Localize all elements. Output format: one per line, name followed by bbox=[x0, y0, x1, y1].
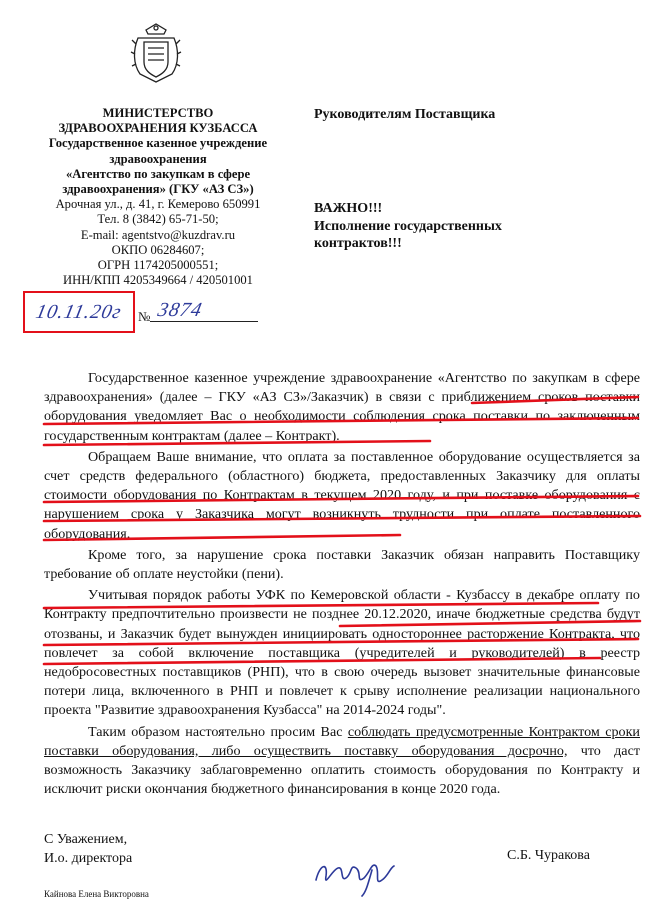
recipient: Руководителям Поставщика bbox=[314, 107, 496, 122]
p5-text-c: что даст возможность Заказчику заблаговременно оплатить стоимость оборудования по Контракту и исключит риски окончания бюджетного финансирования в конце 2020 года. bbox=[44, 742, 640, 798]
p4-text-e: что повлечет за собой включение поставщика (учредителей и руководителей) в реестр недобросовестных поставщиков (РНП), bbox=[44, 625, 641, 681]
agency-name: Государственное казенное учреждение bbox=[48, 136, 268, 151]
signature-icon bbox=[310, 850, 400, 898]
closing-block bbox=[44, 830, 132, 868]
agency-name-3: «Агентство по закупкам в сфере bbox=[65, 166, 251, 181]
phone: Тел. 8 (3842) 65-71-50; bbox=[97, 212, 219, 227]
p5-text-a: Таким образом настоятельно просим Вас bbox=[88, 723, 343, 740]
ministry-name: МИНИСТЕРСТВО bbox=[102, 106, 214, 120]
p5-text-b: соблюдать предусмотренные Контрактом сроки поставки оборудования, либо осуществить поставку оборудования досрочно, bbox=[44, 723, 640, 759]
important-notice bbox=[314, 200, 502, 253]
important-line-1: Исполнение государственных bbox=[314, 218, 502, 234]
p4-text-f: что в свою очередь вызовет значительные финансовые потери лица, включенного в РНП и повлечет к срыву исполнение реализации национального проекта "Развитие здравоохранения Кузбасса" на 2014-2024 годы". bbox=[44, 664, 641, 719]
agency-name-4: здравоохранения» (ГКУ «АЗ СЗ») bbox=[62, 182, 254, 197]
inn-kpp: ИНН/КПП 4205349664 / 420501001 bbox=[63, 273, 253, 288]
okpo: ОКПО 06284607; bbox=[111, 242, 205, 257]
number-label: № bbox=[138, 309, 151, 324]
p4-text-a: Учитывая порядок работы УФК по Кемеровской области - Кузбассу в декабре bbox=[88, 587, 575, 604]
important-title: ВАЖНО!!! bbox=[314, 201, 383, 216]
paragraph-2 bbox=[44, 448, 640, 544]
p4-text-b: оплату по Контракту предпочтительно произвести не позднее 20.12.2020, bbox=[44, 587, 640, 623]
p1-text-c: (далее – Контракт). bbox=[223, 427, 340, 444]
p3-text: Кроме того, за нарушение срока поставки Заказчик обязан направить Поставщику требование об оплате неустойки (пени). bbox=[44, 546, 640, 583]
sender-block bbox=[28, 106, 288, 288]
agency-name-2: здравоохранения bbox=[109, 151, 207, 166]
letter-body bbox=[44, 369, 640, 801]
p1-text-b: в связи с приближением сроков поставки оборудования уведомляет Вас о необходимости соблюдения срока поставки по заключенным государственным контрактам bbox=[44, 389, 640, 444]
p4-text-c: иначе бюджетные средства будут отозваны, и bbox=[44, 606, 640, 642]
closing-regards: С Уважением, bbox=[44, 832, 128, 847]
paragraph-5 bbox=[44, 723, 640, 800]
paragraph-1 bbox=[44, 369, 640, 446]
email: E-mail: agentstvo@kuzdrav.ru bbox=[80, 227, 236, 242]
important-line-2: контрактов!!! bbox=[314, 236, 402, 251]
closing-position: И.о. директора bbox=[44, 851, 133, 866]
coat-of-arms-icon bbox=[130, 22, 182, 84]
address: Арочная ул., д. 41, г. Кемерово 650991 bbox=[55, 197, 261, 212]
paragraph-4 bbox=[44, 586, 640, 720]
paragraph-3 bbox=[44, 546, 640, 584]
p2-text-a: Обращаем Ваше внимание, что оплата за поставленное оборудование осуществляется за счет средств федерального (областного) бюджета, предоставленных bbox=[44, 448, 640, 485]
ogrn: ОГРН 1174205000551; bbox=[97, 258, 219, 273]
handwritten-number: 3874 bbox=[155, 299, 205, 321]
p2-text-b: Заказчику для оплаты стоимости оборудования по Контрактам в текущем 2020 году, и при поставке оборудования с нарушением срока у Заказчика могут возникнуть трудности при оплате поставленного оборудования. bbox=[44, 468, 640, 542]
signer-name: С.Б. Чуракова bbox=[507, 848, 590, 863]
handwritten-date: 10.11.20г bbox=[33, 301, 124, 323]
p1-text-a: Государственное казенное учреждение здравоохранение «Агентство по закупкам в сфере здравоохранения» (далее – ГКУ «АЗ СЗ»/Заказчик) bbox=[44, 370, 640, 406]
executor-name: Кайнова Елена Викторовна bbox=[44, 889, 149, 899]
p4-text-d: Заказчик будет вынужден инициировать одностороннее расторжение Контракта, bbox=[120, 625, 615, 642]
ministry-name-2: ЗДРАВООХРАНЕНИЯ КУЗБАССА bbox=[58, 121, 258, 136]
